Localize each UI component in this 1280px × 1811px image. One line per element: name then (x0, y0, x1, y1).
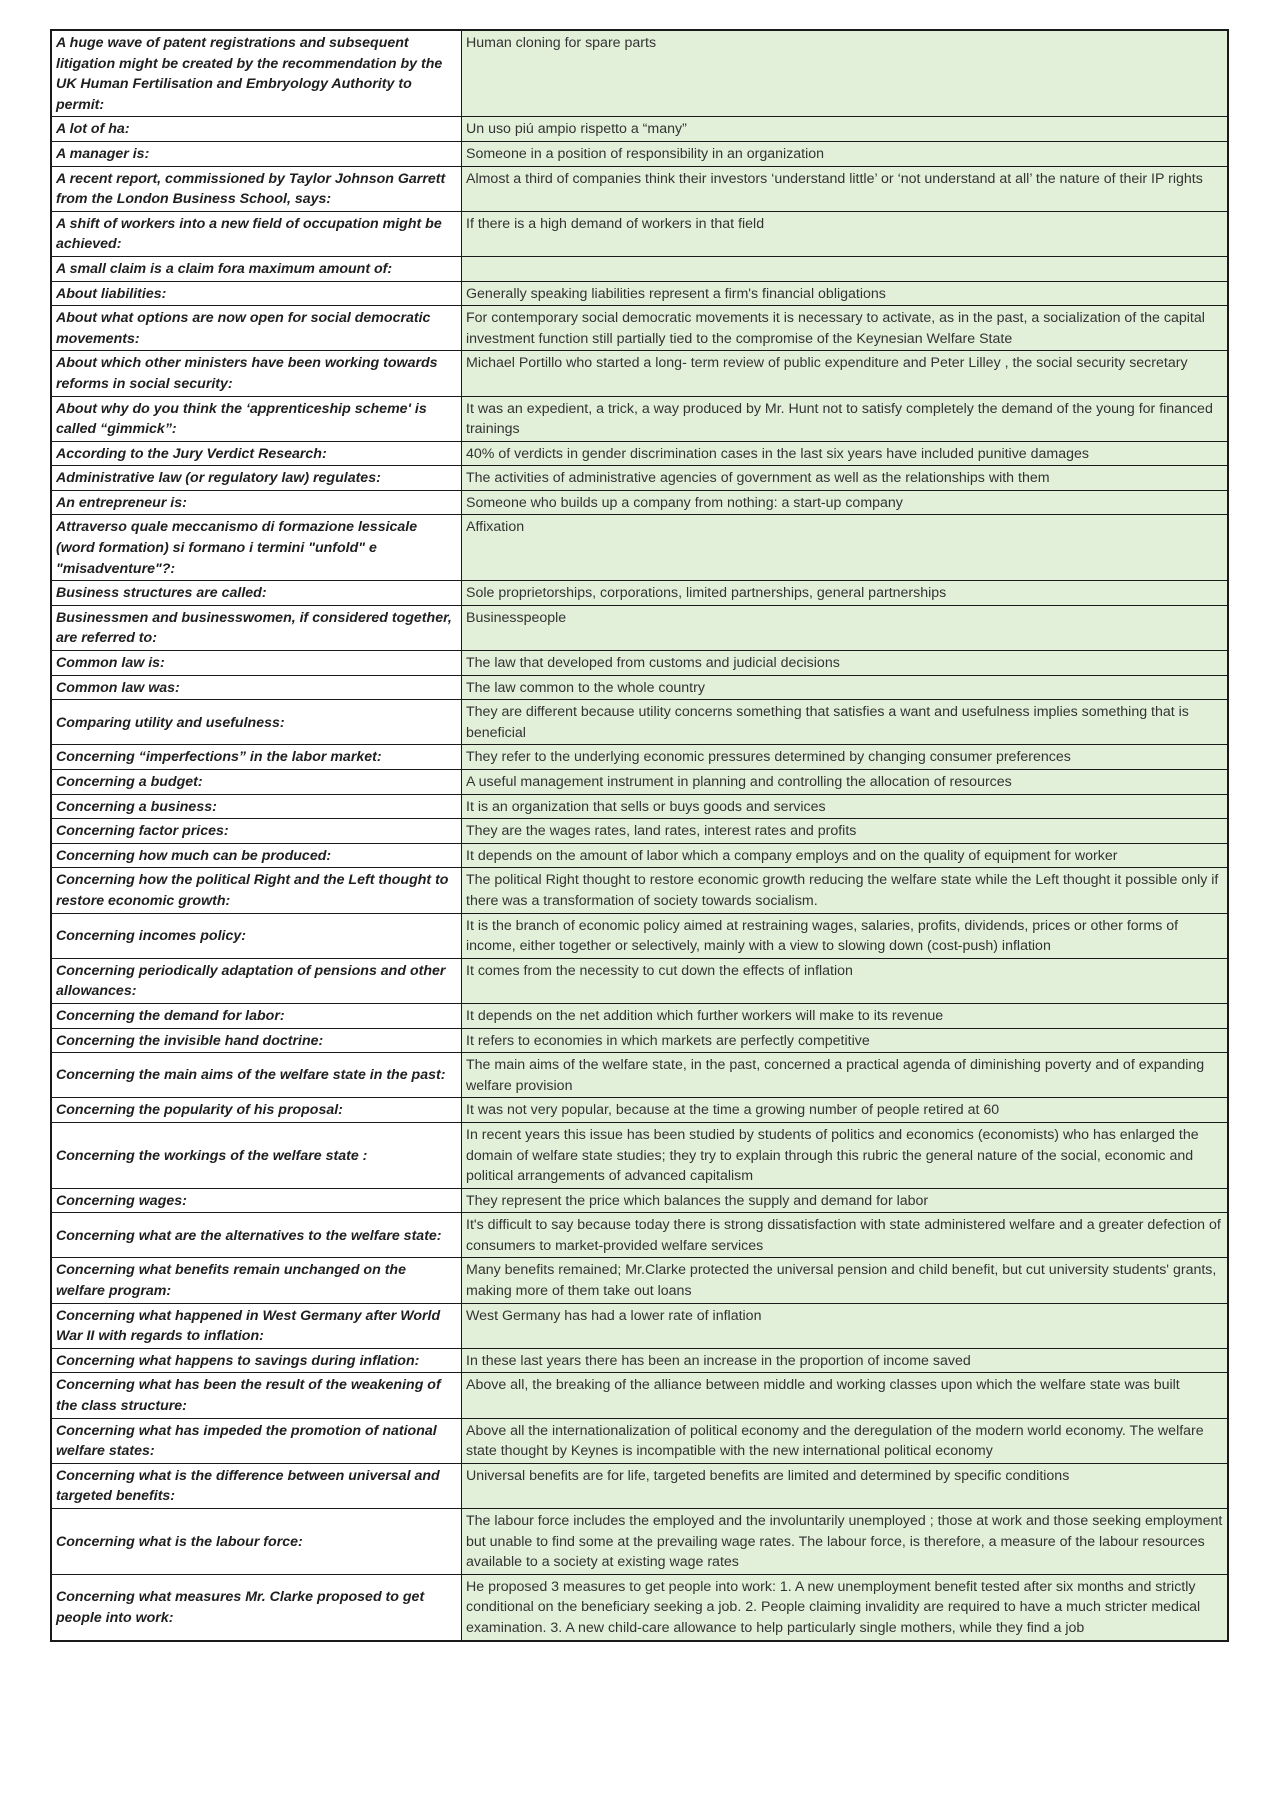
answer-cell (462, 256, 1229, 281)
table-row (51, 1053, 1228, 1098)
answer-cell: They refer to the underlying economic pressures determined by changing consumer preferences (462, 745, 1229, 770)
answer-cell: He proposed 3 measures to get people into work: 1. A new unemployment benefit tested after six months and strictly conditional on the beneficiary seeking a job. 2. People claiming invalidity are required to have a much stricter medical examination. 3. A new child-care allowance to help particularly single mothers, while they find a job (462, 1574, 1229, 1640)
question-cell: According to the Jury Verdict Research: (51, 441, 462, 466)
answer-cell: The labour force includes the employed and the involuntarily unemployed ; those at work and those seeking employment but unable to find some at the prevailing wage rates. The labour force, is therefore, a measure of the labour resources available to a society at existing wage rates (462, 1509, 1229, 1575)
answer-cell: In these last years there has been an increase in the proportion of income saved (462, 1348, 1229, 1373)
question-cell: Comparing utility and usefulness: (51, 700, 462, 745)
table-row (51, 256, 1228, 281)
answer-cell: It was not very popular, because at the time a growing number of people retired at 60 (462, 1098, 1229, 1123)
question-cell: Concerning a business: (51, 794, 462, 819)
question-cell: Business structures are called: (51, 581, 462, 606)
question-cell: Administrative law (or regulatory law) regulates: (51, 466, 462, 491)
question-cell: Concerning what is the difference between universal and targeted benefits: (51, 1463, 462, 1508)
answer-cell: Un uso piú ampio rispetto a “many” (462, 117, 1229, 142)
table-row (51, 1213, 1228, 1258)
question-cell: About why do you think the ‘apprenticeship scheme' is called “gimmick”: (51, 396, 462, 441)
table-row (51, 651, 1228, 676)
question-cell: Concerning what has been the result of the weakening of the class structure: (51, 1373, 462, 1418)
question-cell: Common law is: (51, 651, 462, 676)
answer-cell: They are different because utility concerns something that satisfies a want and usefulness implies something that is beneficial (462, 700, 1229, 745)
answer-cell: They represent the price which balances the supply and demand for labor (462, 1188, 1229, 1213)
question-cell: Concerning how the political Right and the Left thought to restore economic growth: (51, 868, 462, 913)
answer-cell: The political Right thought to restore economic growth reducing the welfare state while the Left thought it possible only if there was a transformation of society towards socialism. (462, 868, 1229, 913)
question-cell: A shift of workers into a new field of occupation might be achieved: (51, 211, 462, 256)
table-row (51, 819, 1228, 844)
table-row (51, 1122, 1228, 1188)
answer-cell: Human cloning for spare parts (462, 30, 1229, 117)
answer-cell: Michael Portillo who started a long- term review of public expenditure and Peter Lilley , the social security secretary (462, 351, 1229, 396)
question-cell: Concerning what is the labour force: (51, 1509, 462, 1575)
table-row (51, 868, 1228, 913)
answer-cell: It is an organization that sells or buys goods and services (462, 794, 1229, 819)
question-cell: Concerning a budget: (51, 770, 462, 795)
table-row (51, 675, 1228, 700)
table-row (51, 1574, 1228, 1640)
answer-cell: A useful management instrument in planning and controlling the allocation of resources (462, 770, 1229, 795)
table-row (51, 1188, 1228, 1213)
table-row (51, 1463, 1228, 1508)
question-cell: Concerning what measures Mr. Clarke proposed to get people into work: (51, 1574, 462, 1640)
table-row (51, 1373, 1228, 1418)
answer-cell: For contemporary social democratic movements it is necessary to activate, as in the past, a socialization of the capital investment function still partially tied to the compromise of the Keynesian Welfare State (462, 306, 1229, 351)
question-cell: Concerning how much can be produced: (51, 843, 462, 868)
question-cell: Concerning the invisible hand doctrine: (51, 1028, 462, 1053)
question-cell: Concerning what has impeded the promotion of national welfare states: (51, 1418, 462, 1463)
question-cell: Concerning wages: (51, 1188, 462, 1213)
question-cell: A lot of ha: (51, 117, 462, 142)
question-cell: A manager is: (51, 141, 462, 166)
answer-cell: If there is a high demand of workers in that field (462, 211, 1229, 256)
question-cell: Concerning what happens to savings during inflation: (51, 1348, 462, 1373)
table-row (51, 1098, 1228, 1123)
question-cell: Concerning incomes policy: (51, 913, 462, 958)
answer-cell: Above all the internationalization of political economy and the deregulation of the modern world economy. The welfare state thought by Keynes is incompatible with the new international political economy (462, 1418, 1229, 1463)
table-row (51, 211, 1228, 256)
table-row (51, 794, 1228, 819)
question-cell: A huge wave of patent registrations and subsequent litigation might be created by the recommendation by the UK Human Fertilisation and Embryology Authority to permit: (51, 30, 462, 117)
question-cell: About what options are now open for social democratic movements: (51, 306, 462, 351)
question-cell: About liabilities: (51, 281, 462, 306)
answer-cell: Sole proprietorships, corporations, limited partnerships, general partnerships (462, 581, 1229, 606)
question-cell: An entrepreneur is: (51, 490, 462, 515)
table-row (51, 913, 1228, 958)
answer-cell: It refers to economies in which markets are perfectly competitive (462, 1028, 1229, 1053)
answer-cell: Businesspeople (462, 605, 1229, 650)
question-cell: About which other ministers have been working towards reforms in social security: (51, 351, 462, 396)
table-row (51, 605, 1228, 650)
question-cell: Concerning “imperfections” in the labor market: (51, 745, 462, 770)
answer-cell: They are the wages rates, land rates, interest rates and profits (462, 819, 1229, 844)
table-row (51, 281, 1228, 306)
table-row (51, 166, 1228, 211)
answer-cell: Almost a third of companies think their investors ‘understand little’ or ‘not understand at all’ the nature of their IP rights (462, 166, 1229, 211)
answer-cell: It is the branch of economic policy aimed at restraining wages, salaries, profits, dividends, prices or other forms of income, either together or selectively, mainly with a view to slowing down (cost-push) inflation (462, 913, 1229, 958)
table-row (51, 1348, 1228, 1373)
question-cell: Concerning the demand for labor: (51, 1003, 462, 1028)
table-row (51, 441, 1228, 466)
answer-cell: The law common to the whole country (462, 675, 1229, 700)
table-row (51, 745, 1228, 770)
question-cell: Concerning periodically adaptation of pensions and other allowances: (51, 958, 462, 1003)
answer-cell: Someone who builds up a company from nothing: a start-up company (462, 490, 1229, 515)
answer-cell: It's difficult to say because today there is strong dissatisfaction with state administered welfare and a greater defection of consumers to market-provided welfare services (462, 1213, 1229, 1258)
answer-cell: It was an expedient, a trick, a way produced by Mr. Hunt not to satisfy completely the demand of the young for financed trainings (462, 396, 1229, 441)
table-row (51, 306, 1228, 351)
table-row (51, 490, 1228, 515)
answer-cell: It comes from the necessity to cut down the effects of inflation (462, 958, 1229, 1003)
table-row (51, 1258, 1228, 1303)
table-row (51, 466, 1228, 491)
question-cell: Concerning the main aims of the welfare state in the past: (51, 1053, 462, 1098)
table-row (51, 1509, 1228, 1575)
question-cell: Common law was: (51, 675, 462, 700)
table-row (51, 1003, 1228, 1028)
answer-cell: Generally speaking liabilities represent a firm's financial obligations (462, 281, 1229, 306)
answer-cell: Affixation (462, 515, 1229, 581)
answer-cell: 40% of verdicts in gender discrimination cases in the last six years have included punitive damages (462, 441, 1229, 466)
table-row (51, 30, 1228, 117)
table-row (51, 396, 1228, 441)
question-cell: Concerning factor prices: (51, 819, 462, 844)
table-row (51, 770, 1228, 795)
answer-cell: The main aims of the welfare state, in the past, concerned a practical agenda of diminishing poverty and of expanding welfare provision (462, 1053, 1229, 1098)
table-row (51, 581, 1228, 606)
table-row (51, 958, 1228, 1003)
answer-cell: Universal benefits are for life, targeted benefits are limited and determined by specific conditions (462, 1463, 1229, 1508)
table-row (51, 700, 1228, 745)
table-row (51, 1303, 1228, 1348)
question-cell: Businessmen and businesswomen, if considered together, are referred to: (51, 605, 462, 650)
question-cell: Concerning what benefits remain unchanged on the welfare program: (51, 1258, 462, 1303)
answer-cell: In recent years this issue has been studied by students of politics and economics (economists) who has enlarged the domain of welfare state studies; they try to explain through this rubric the general nature of the social, economic and political arrangements of advanced capitalism (462, 1122, 1229, 1188)
table-row (51, 141, 1228, 166)
answer-cell: It depends on the amount of labor which a company employs and on the quality of equipment for worker (462, 843, 1229, 868)
answer-cell: The law that developed from customs and judicial decisions (462, 651, 1229, 676)
question-cell: A recent report, commissioned by Taylor Johnson Garrett from the London Business School, says: (51, 166, 462, 211)
question-cell: Concerning what happened in West Germany after World War II with regards to inflation: (51, 1303, 462, 1348)
answer-cell: It depends on the net addition which further workers will make to its revenue (462, 1003, 1229, 1028)
answer-cell: Someone in a position of responsibility in an organization (462, 141, 1229, 166)
table-row (51, 351, 1228, 396)
question-cell: A small claim is a claim fora maximum amount of: (51, 256, 462, 281)
question-cell: Attraverso quale meccanismo di formazione lessicale (word formation) si formano i termini "unfold" e "misadventure"?: (51, 515, 462, 581)
table-row (51, 1028, 1228, 1053)
answer-cell: West Germany has had a lower rate of inflation (462, 1303, 1229, 1348)
question-cell: Concerning what are the alternatives to the welfare state: (51, 1213, 462, 1258)
table-row (51, 843, 1228, 868)
answer-cell: Many benefits remained; Mr.Clarke protected the universal pension and child benefit, but cut university students' grants, making more of them take out loans (462, 1258, 1229, 1303)
table-row (51, 117, 1228, 142)
question-cell: Concerning the popularity of his proposal: (51, 1098, 462, 1123)
qa-table (50, 29, 1229, 1642)
answer-cell: The activities of administrative agencies of government as well as the relationships with them (462, 466, 1229, 491)
table-row (51, 515, 1228, 581)
answer-cell: Above all, the breaking of the alliance between middle and working classes upon which the welfare state was built (462, 1373, 1229, 1418)
table-row (51, 1418, 1228, 1463)
question-cell: Concerning the workings of the welfare state : (51, 1122, 462, 1188)
